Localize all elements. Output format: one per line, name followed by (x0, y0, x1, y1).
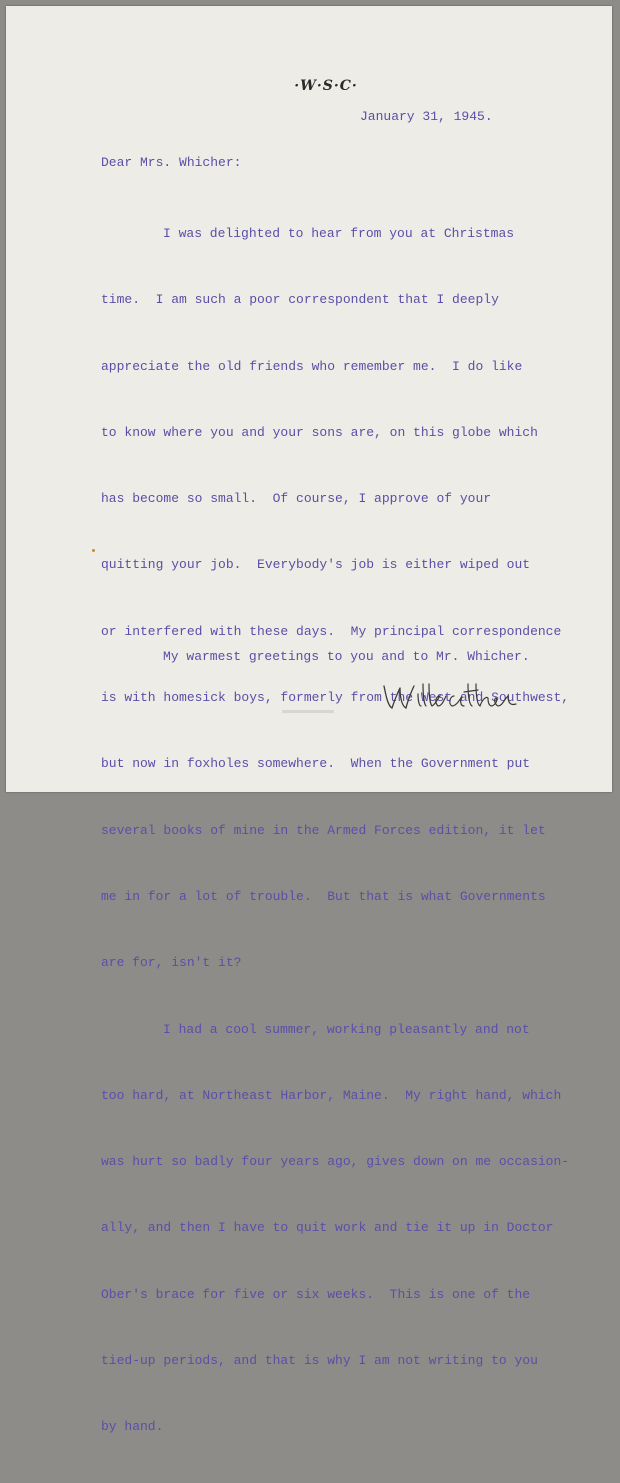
letter-closing: My warmest greetings to you and to Mr. Whicher. (163, 649, 530, 664)
body-line: time. I am such a poor correspondent that I deeply (101, 292, 499, 308)
handwritten-signature (376, 678, 536, 714)
body-line: several books of mine in the Armed Forces edition, it let (101, 822, 546, 838)
letter-salutation: Dear Mrs. Whicher: (101, 155, 242, 170)
letter-sheet (6, 6, 612, 1435)
body-line: I was delighted to hear from you at Christmas (163, 226, 515, 241)
letterhead-monogram: ·W·S·C· (294, 78, 358, 94)
body-line: appreciate the old friends who remember me. I do like (101, 358, 523, 374)
body-line: is with homesick boys, formerly from the West and Southwest, (101, 690, 570, 706)
body-line: too hard, at Northeast Harbor, Maine. My right hand, which (101, 1087, 562, 1103)
letter-date: January 31, 1945. (360, 109, 493, 124)
body-line: or interfered with these days. My principal correspondence (101, 623, 562, 639)
body-line: I had a cool summer, working pleasantly and not (163, 1021, 530, 1037)
body-line: by hand. (101, 1419, 164, 1435)
body-line: to know where you and your sons are, on this globe which (101, 424, 538, 440)
faint-stamp-mark (278, 706, 338, 718)
body-line: has become so small. Of course, I approve of your (101, 491, 492, 507)
body-line: tied-up periods, and that is why I am not writing to you (101, 1353, 538, 1369)
letter-body (101, 179, 569, 1483)
body-line: are for, isn't it? (101, 955, 242, 971)
body-line: ally, and then I have to quit work and tie it up in Doctor (101, 1220, 554, 1236)
body-line: Ober's brace for five or six weeks. This is one of the (101, 1286, 531, 1302)
body-line: but now in foxholes somewhere. When the Government put (101, 756, 531, 772)
body-line: was hurt so badly four years ago, gives down on me occasion- (101, 1154, 570, 1170)
ink-speck (92, 549, 95, 552)
body-line: me in for a lot of trouble. But that is what Governments (101, 888, 546, 904)
body-line: quitting your job. Everybody's job is either wiped out (101, 557, 531, 573)
signature-text: Willa Cather (376, 678, 382, 679)
